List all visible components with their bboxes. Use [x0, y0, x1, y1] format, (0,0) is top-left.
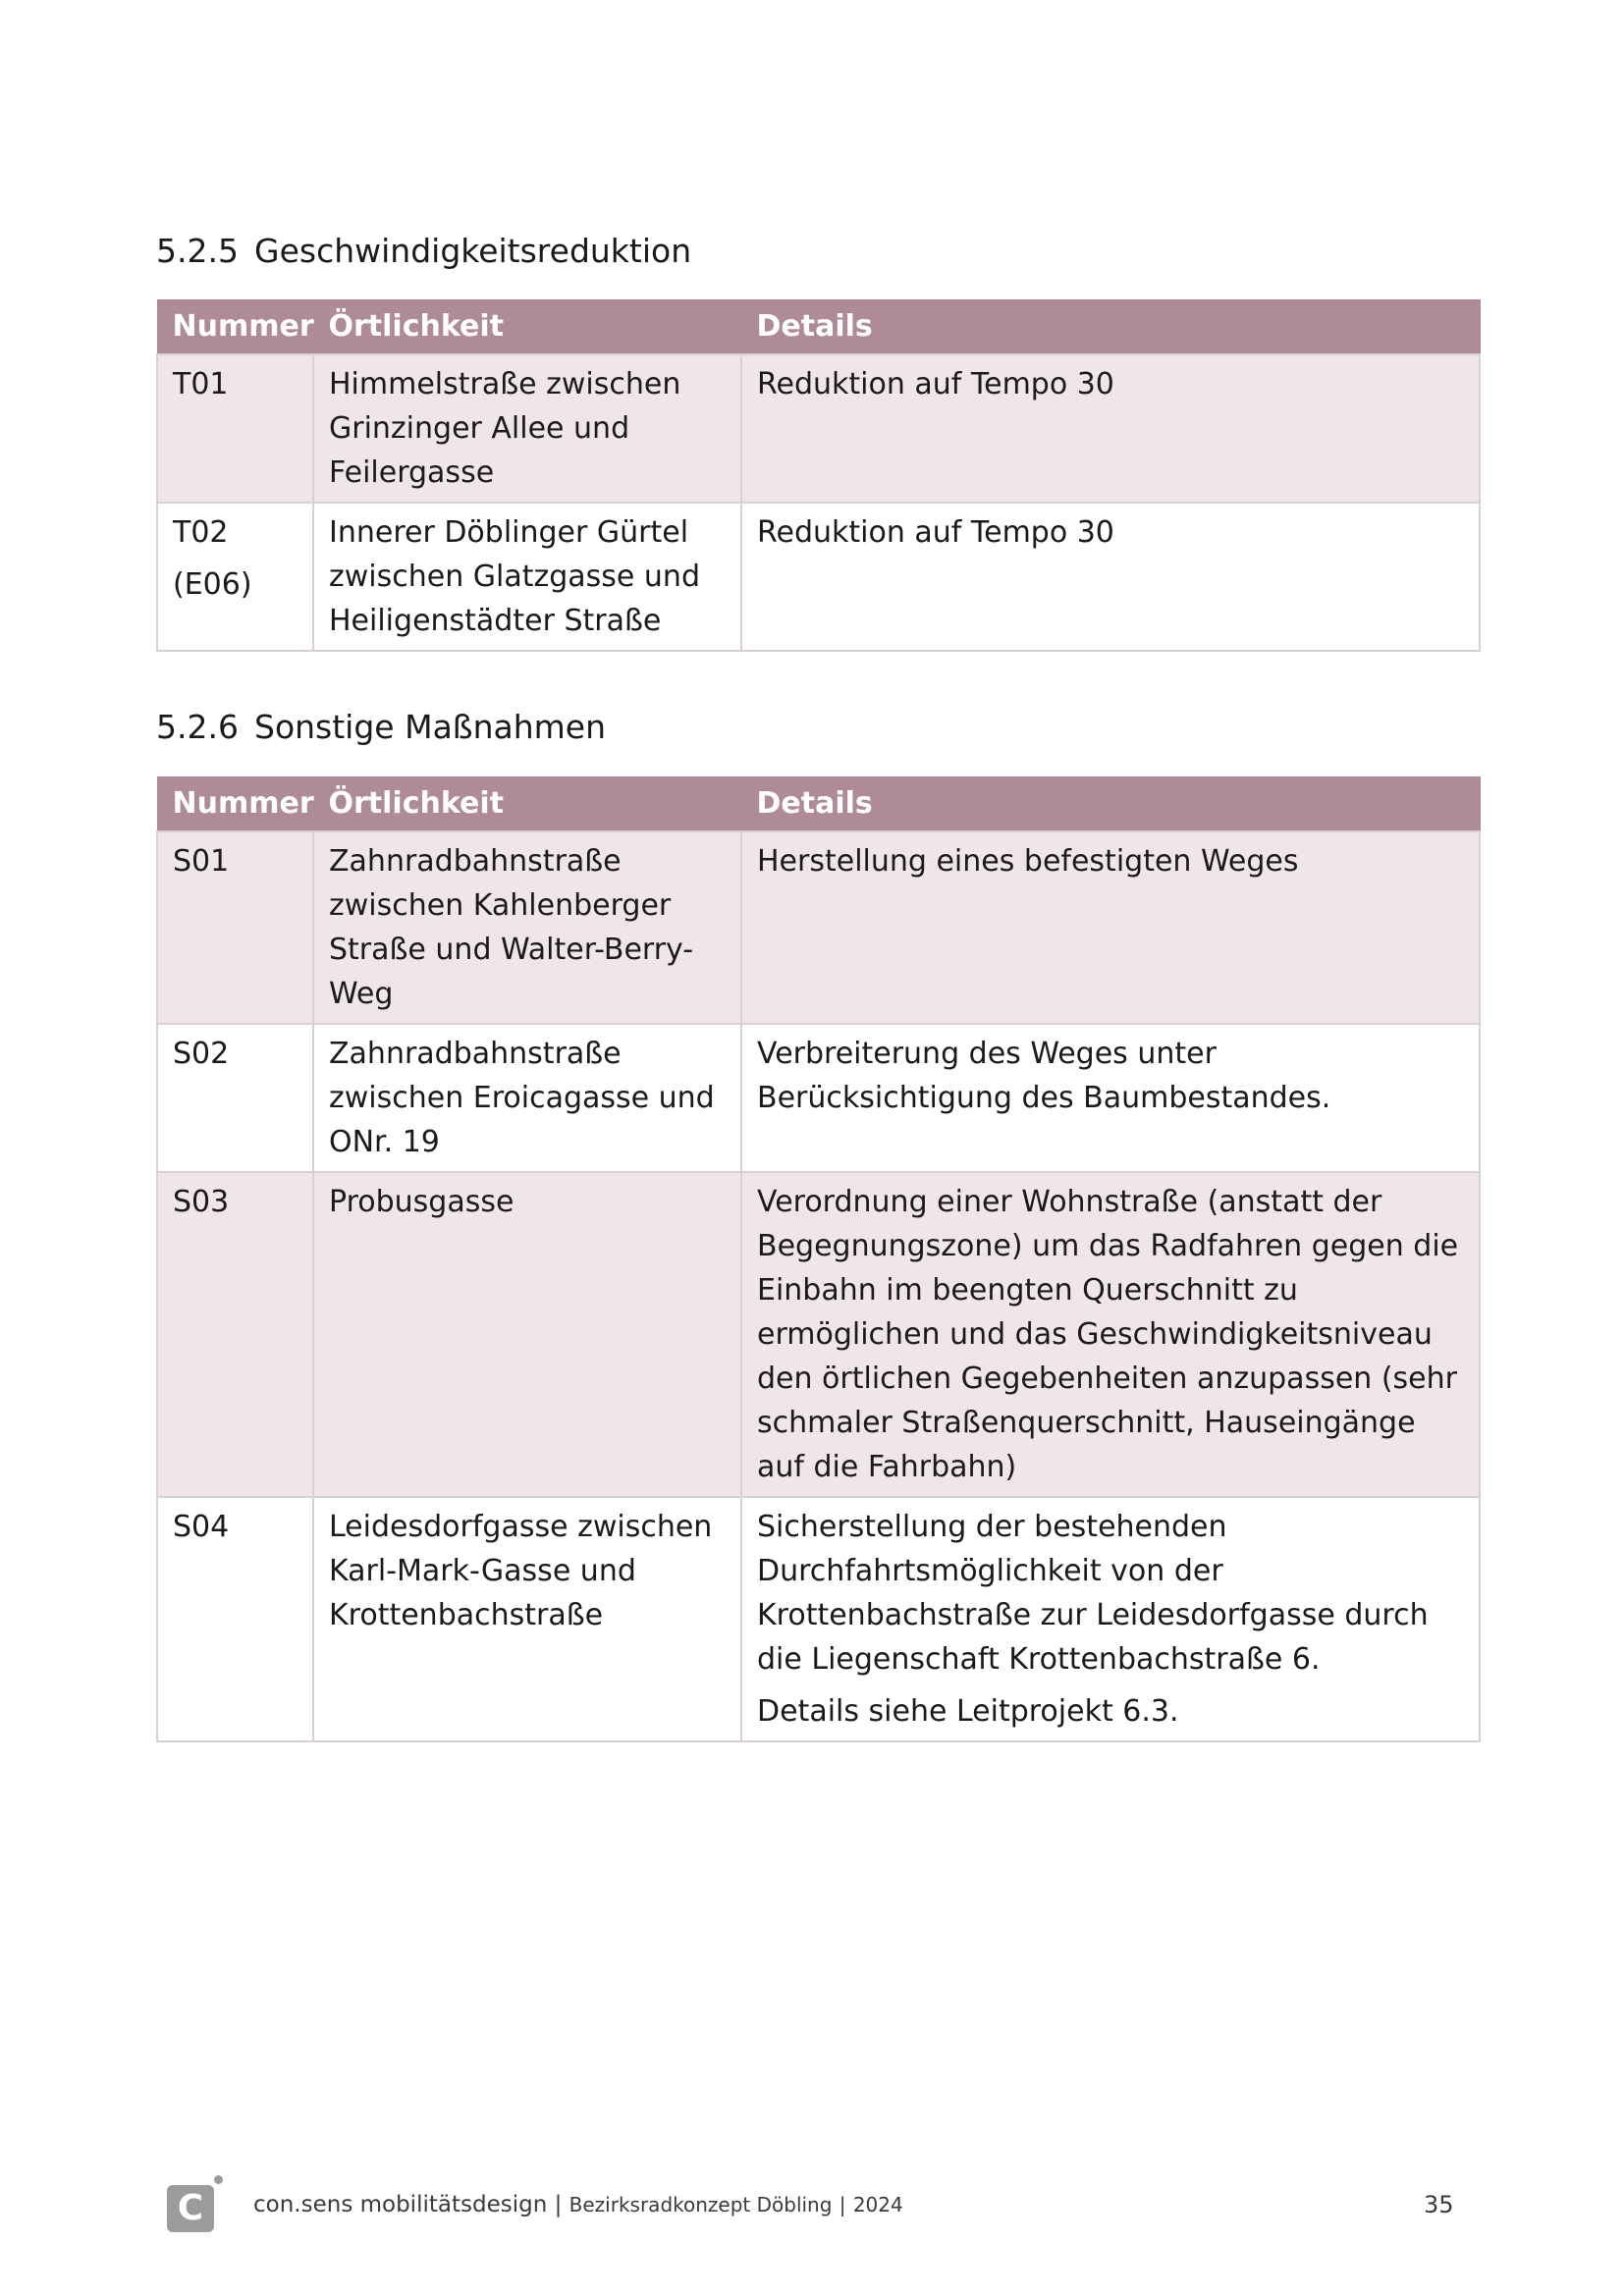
table-row	[157, 831, 1480, 1024]
column-header-details: Details	[741, 299, 1480, 354]
cell-number: S01	[157, 831, 313, 1024]
column-header-location: Örtlichkeit	[313, 299, 741, 354]
table-row	[157, 1172, 1480, 1497]
section-number: 5.2.5	[156, 232, 239, 270]
footer-year: 2024	[852, 2193, 903, 2216]
cell-location: Innerer Döblinger Gürtel zwischen Glatzgasse und Heiligenstädter Straße	[313, 503, 741, 651]
row-id-reference: (E06)	[173, 567, 252, 602]
row-id: T01	[173, 367, 229, 401]
footer-separator: |	[554, 2192, 563, 2217]
cell-location: Leidesdorfgasse zwischen Karl-Mark-Gasse und Krottenbachstraße	[313, 1497, 741, 1741]
footer-project: Bezirksradkonzept Döbling	[568, 2193, 833, 2216]
cell-details: Herstellung eines befestigten Weges	[741, 831, 1480, 1024]
page-number: 35	[1424, 2191, 1454, 2218]
details-extra-text: Details siehe Leitprojekt 6.3.	[757, 1694, 1179, 1729]
company-logo	[167, 2185, 214, 2232]
cell-location: Probusgasse	[313, 1172, 741, 1497]
cell-location: Zahnradbahnstraße zwischen Eroicagasse und ONr. 19	[313, 1024, 741, 1172]
cell-details: Reduktion auf Tempo 30	[741, 503, 1480, 651]
logo-dot-icon	[214, 2175, 223, 2184]
cell-number	[157, 503, 313, 651]
cell-details: Verbreiterung des Weges unter Berücksichtigung des Baumbestandes.	[741, 1024, 1480, 1172]
row-id: T02	[173, 515, 229, 550]
section-heading-5-2-6	[156, 708, 606, 746]
footer-text	[253, 2192, 903, 2217]
cell-number: S03	[157, 1172, 313, 1497]
column-header-details: Details	[741, 776, 1480, 831]
section-title: Geschwindigkeitsreduktion	[254, 232, 692, 270]
column-header-number: Nummer	[157, 299, 313, 354]
cell-number: S02	[157, 1024, 313, 1172]
section-title: Sonstige Maßnahmen	[254, 708, 606, 746]
cell-number	[157, 354, 313, 503]
column-header-location: Örtlichkeit	[313, 776, 741, 831]
cell-location: Zahnradbahnstraße zwischen Kahlenberger Straße und Walter-Berry-Weg	[313, 831, 741, 1024]
cell-details	[741, 1497, 1480, 1741]
section-number: 5.2.6	[156, 708, 239, 746]
table-row	[157, 1024, 1480, 1172]
table-row	[157, 503, 1480, 651]
table-header-row	[157, 299, 1480, 354]
cell-number: S04	[157, 1497, 313, 1741]
cell-location: Himmelstraße zwischen Grinzinger Allee und Feilergasse	[313, 354, 741, 503]
table-header-row	[157, 776, 1480, 831]
table-row	[157, 1497, 1480, 1741]
cell-details: Reduktion auf Tempo 30	[741, 354, 1480, 503]
company-logo-letter: C	[177, 2188, 204, 2228]
footer-separator: |	[839, 2193, 846, 2216]
table-row	[157, 354, 1480, 503]
column-header-number: Nummer	[157, 776, 313, 831]
table-speed-reduction	[156, 299, 1481, 652]
cell-details: Verordnung einer Wohnstraße (anstatt der Begegnungszone) um das Radfahren gegen die Einbahn im beengten Querschnitt zu ermöglichen und das Geschwindigkeitsniveau den örtlichen Gegebenheiten anzupassen (sehr schmaler Straßenquerschnitt, Hauseingänge auf die Fahrbahn)	[741, 1172, 1480, 1497]
details-text: Sicherstellung der bestehenden Durchfahrtsmöglichkeit von der Krottenbachstraße zur Leidesdorfgasse durch die Liegenschaft Krottenbachstraße 6.	[757, 1510, 1429, 1677]
table-other-measures	[156, 776, 1481, 1742]
footer-company: con.sens mobilitätsdesign	[253, 2192, 548, 2217]
section-heading-5-2-5	[156, 232, 691, 270]
